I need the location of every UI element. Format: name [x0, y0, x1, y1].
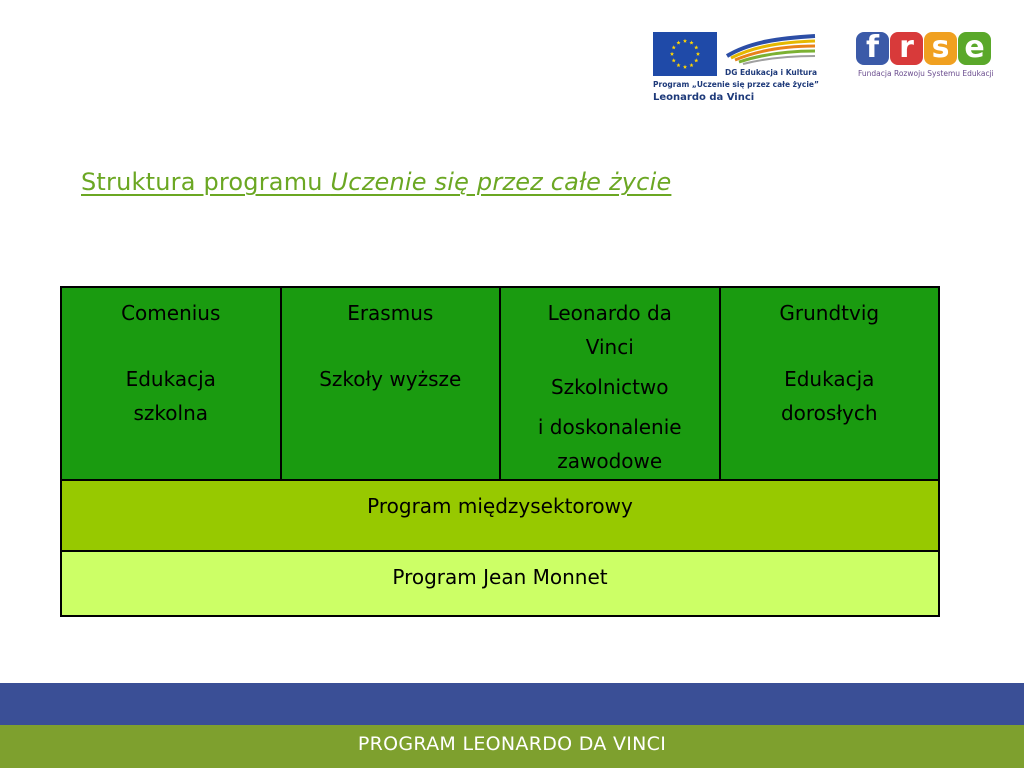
frse-letter-s: s [924, 32, 957, 65]
frse-caption: Fundacja Rozwoju Systemu Edukacji [858, 69, 994, 78]
programme-name: Erasmus [347, 301, 434, 325]
programme-desc-line: i doskonalenie [537, 415, 682, 439]
programme-name-line: Leonardo da [547, 301, 672, 325]
programme-desc-line: Szkolnictwo [550, 375, 669, 399]
programme-desc-line: dorosłych [780, 401, 878, 425]
eu-flag-icon [653, 32, 717, 76]
frse-letter-f: f [856, 32, 889, 65]
frse-logo [856, 32, 996, 84]
llp-swoosh-icon [725, 32, 817, 66]
eu-llp-logo [653, 32, 823, 108]
programme-desc-line: Edukacja [125, 367, 216, 391]
footer-band-blue [0, 683, 1024, 725]
cell-grundtvig [720, 287, 940, 480]
cell-jean-monnet-programme: Program Jean Monnet [61, 551, 939, 616]
table-row-jean-monnet [61, 551, 939, 616]
programme-desc-line: Edukacja [784, 367, 875, 391]
cell-comenius [61, 287, 281, 480]
table-row-transversal [61, 480, 939, 550]
frse-letter-r: r [890, 32, 923, 65]
eu-logo-line2: Program „Uczenie się przez całe życie” [653, 80, 819, 89]
programme-structure-table [60, 286, 940, 617]
cell-transversal-programme: Program międzysektorowy [61, 480, 939, 550]
slide-title-emphasis: Uczenie się przez całe życie [330, 168, 672, 196]
programme-name-line: Vinci [585, 335, 634, 359]
table-row-programmes [61, 287, 939, 480]
frse-letter-e: e [958, 32, 991, 65]
footer-label: PROGRAM LEONARDO DA VINCI [357, 733, 667, 755]
eu-logo-line1: DG Edukacja i Kultura [725, 68, 818, 77]
cell-erasmus [281, 287, 501, 480]
eu-logo-line3: Leonardo da Vinci [653, 92, 755, 103]
programme-desc-line: szkolna [133, 401, 208, 425]
frse-letters [856, 32, 991, 66]
programme-desc-line: zawodowe [557, 449, 663, 473]
slide-title-prefix: Struktura programu [81, 168, 331, 196]
slide-title [81, 168, 671, 196]
cell-leonardo [500, 287, 720, 480]
programme-name: Comenius [121, 301, 221, 325]
programme-desc-line: Szkoły wyższe [319, 367, 462, 391]
programme-name: Grundtvig [779, 301, 880, 325]
